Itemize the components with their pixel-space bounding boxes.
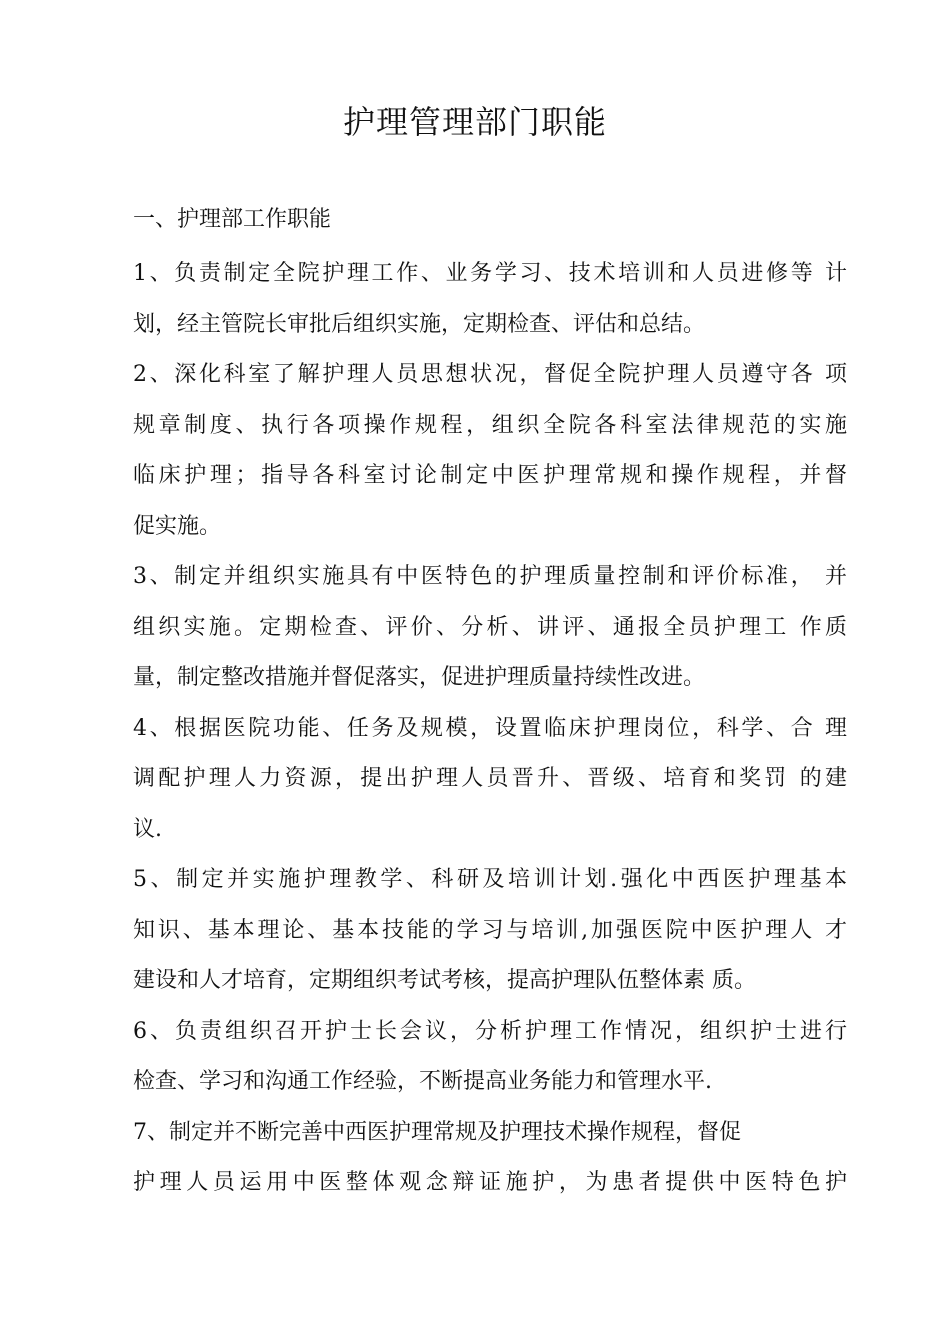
text-line: 7、制定并不断完善中西医护理常规及护理技术操作规程，督促	[133, 1119, 741, 1145]
document-title: 护理管理部门职能	[342, 103, 607, 141]
text-line: 议.	[133, 816, 162, 842]
text-line: 组织实施。定期检查、评价、分析、讲评、通报全员护理工 作质	[133, 614, 847, 640]
text-line: 调配护理人力资源，提出护理人员晋升、晋级、培育和奖罚 的建	[133, 766, 847, 791]
text-line: 量，制定整改措施并督促落实，促进护理质量持续性改进。	[133, 665, 706, 690]
text-line: 划，经主管院长审批后组织实施，定期检查、评估和总结。	[133, 311, 706, 337]
text-line: 建设和人才培育，定期组织考试考核，提高护理队伍整体素 质。	[133, 968, 756, 993]
section-heading: 一、护理部工作职能	[133, 207, 332, 232]
document-body	[133, 197, 847, 1209]
text-line: 3、制定并组织实施具有中医特色的护理质量控制和评价标准， 并	[133, 564, 847, 589]
paragraph-lines	[133, 249, 847, 1209]
text-line: 6、负责组织召开护士长会议，分析护理工作情况，组织护士进行	[133, 1018, 847, 1044]
text-line: 检查、学习和沟通工作经验，不断提高业务能力和管理水平.	[133, 1069, 712, 1094]
text-line: 5、制定并实施护理教学、科研及培训计划.强化中西医护理基本	[133, 867, 847, 892]
text-line: 规章制度、执行各项操作规程，组织全院各科室法律规范的实施	[133, 412, 847, 438]
text-line: 2、深化科室了解护理人员思想状况，督促全院护理人员遵守各 项	[133, 362, 847, 387]
text-line: 促实施。	[133, 513, 222, 539]
text-line: 临床护理；指导各科室讨论制定中医护理常规和操作规程，并督	[133, 463, 847, 488]
text-line: 知识、基本理论、基本技能的学习与培训,加强医院中医护理人 才	[133, 917, 847, 943]
text-line: 1、负责制定全院护理工作、业务学习、技术培训和人员进修等 计	[133, 261, 847, 286]
text-line: 护理人员运用中医整体观念辩证施护，为患者提供中医特色护	[133, 1170, 847, 1195]
text-line: 4、根据医院功能、任务及规模，设置临床护理岗位，科学、合 理	[133, 715, 847, 741]
